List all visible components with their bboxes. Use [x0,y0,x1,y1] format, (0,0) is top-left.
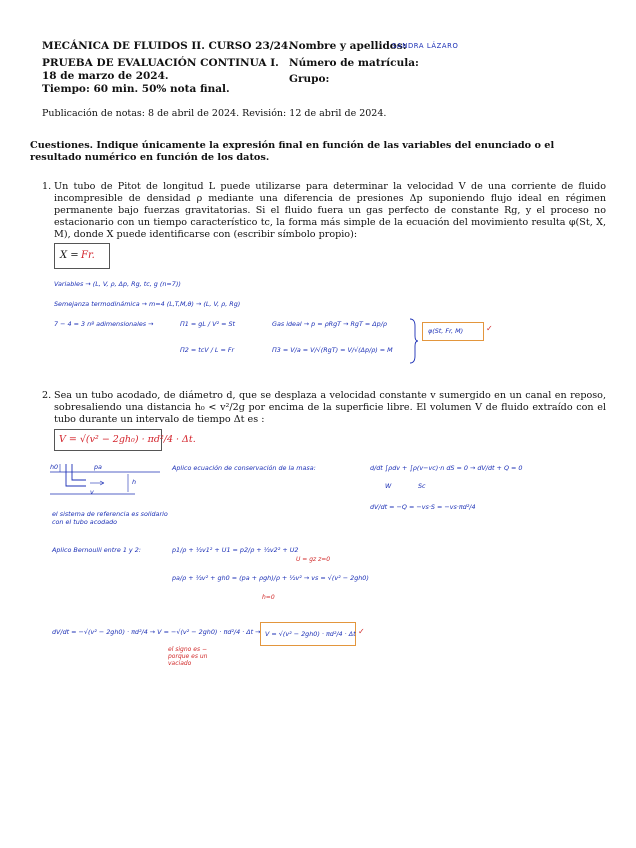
q2-hw-w: W [385,482,392,490]
q2-answer-box [54,429,196,451]
q1-hw-semejanza: Semejanza termodinámica → m=4 (L,T,M,θ) → (L, V, ρ, Rg) [54,300,241,308]
q2-hw-bernoulli-eq1: p1/ρ + ½v1² + U1 = p2/ρ + ½v2² + U2 [172,546,299,554]
course-title: MECÁNICA DE FLUIDOS II. CURSO 23/24. [42,40,292,52]
q2-hw-bernoulli-eq2: pa/ρ + ½v² + gh0 = (pa + ρgh)/ρ + ½v² → vs = √(v² − 2gh0) [172,574,369,582]
q2-hw-continuity: Aplico ecuación de conservación de la masa: [172,464,316,472]
exam-title: PRUEBA DE EVALUACIÓN CONTINUA I. [42,57,279,69]
id-label: Número de matrícula: [289,57,419,69]
group-label: Grupo: [289,73,330,85]
name-value: SANDRA LÁZARO [392,42,459,50]
q2-number: 2. [42,390,52,401]
q2-hw-bernoulli: Aplico Bernoulli entre 1 y 2: [52,546,141,554]
q1-hw-pi1: Π1 = gL / V² = St [180,320,236,328]
name-label: Nombre y apellidos: [289,40,407,52]
q2-hw-continuity-eq: d/dt ∫ρdv + ∫ρ(v−vc)·n dS = 0 → dV/dt + Q = 0 [370,464,523,472]
q2-tube-sketch [50,460,160,500]
q2-hw-sc: Sc [418,482,426,490]
q2-hw-note: el sistema de referencia es solidario con el tubo acodado [52,510,168,526]
q2-hw-dvdt: dV/dt = −Q = −vs·S = −vs·πd²/4 [370,503,476,511]
q2-hw-potential: U = gz z=0 [296,556,331,563]
exam-time: Tiempo: 60 min. 50% nota final. [42,83,230,95]
q2-answer: V = √(v² − 2gh₀) · πd²/4 · Δt. [59,434,196,445]
q1-text: Un tubo de Pitot de longitud L puede utilizarse para determinar la velocidad V de una corriente de fluido incompresible de densidad ρ mediante una diferencia de presiones Δp suponiendo flujo ideal en régimen permanente bajo fuerzas gravitatorias. Si el fluido fuera un gas perfecto de constante Rg, y el proceso no estacionario con un tiempo característico tc, la forma más simple de la ecuación del movimiento resulta φ(St, X, M), donde X puede identificarse con (escribir símbolo propio): [54,181,606,240]
q1-check-mark: ✓ [486,324,493,333]
q1-brace [408,318,418,364]
q1-answer-prefix: X = [60,250,79,261]
q2-check-mark: ✓ [358,627,365,636]
q2-hw-final-box: V = √(v² − 2gh0) · πd²/4 · Δt [265,630,356,638]
q1-answer-value: Fr. [81,250,95,261]
q1-result-box [422,322,484,341]
publication-note: Publicación de notas: 8 de abril de 2024. Revisión: 12 de abril de 2024. [42,108,387,119]
q2-result-box [260,622,356,646]
q1-answer-box [54,243,110,269]
q2-hw-h0: h0 [50,463,59,471]
q1-hw-pi3: Π3 = V/a = V/√(RgT) = V/√(Δp/ρ) = M [272,346,393,354]
q2-hw-v: v [90,488,94,496]
q1-number: 1. [42,181,52,192]
instructions: Cuestiones. Indique únicamente la expresión final en función de las variables del enunciado o el resultado numérico en función de los datos. [30,140,555,163]
q1-hw-adim: 7 − 4 = 3 nº adimensionales → [54,320,154,328]
q2-text: Sea un tubo acodado, de diámetro d, que se desplaza a velocidad constante v sumergido en un canal en reposo, sobresaliendo una distancia h₀ < v²/2g por encima de la superficie libre. El volumen V de fluido extraído con el tubo durante un intervalo de tiempo Δt es : [54,390,606,425]
q2-hw-pa: pa [94,463,102,471]
q2-hw-sign-note: el signo es − porque es un vaciado [168,646,208,667]
q1-hw-result: φ(St, Fr, M) [428,327,464,335]
q2-hw-final: dV/dt = −√(v² − 2gh0) · πd²/4 → V = −√(v² − 2gh0) · πd²/4 · Δt → [52,628,261,636]
q1-hw-variables: Variables → (L, V, ρ, Δp, Rg, tc, g (n=7)) [54,280,181,288]
q2-hw-h: h [132,478,137,486]
q1-hw-gas: Gas ideal → p = ρRgT → RgT = Δp/ρ [272,320,387,328]
exam-date: 18 de marzo de 2024. [42,70,169,82]
q2-hw-h-zero: h=0 [262,594,275,601]
q1-hw-pi2: Π2 = tcV / L = Fr [180,346,235,354]
